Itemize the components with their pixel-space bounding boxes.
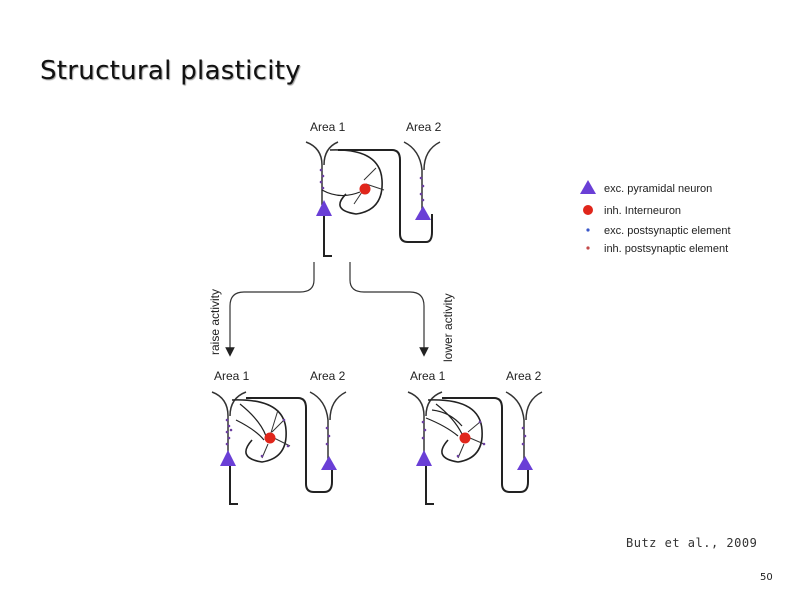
raise-pyramidal-neuron-1 xyxy=(220,450,236,466)
raise-pyramidal-neuron-2 xyxy=(321,456,337,470)
legend-triangle-icon xyxy=(580,180,596,194)
legend-item-label: inh. Interneuron xyxy=(604,205,682,217)
legend-inh-dot-icon xyxy=(586,246,589,249)
legend-item-label: exc. pyramidal neuron xyxy=(604,183,713,195)
lower-activity-label: lower activity xyxy=(441,293,455,362)
area2-label: Area 2 xyxy=(310,369,346,383)
area2-label: Area 2 xyxy=(506,369,542,383)
area1-label: Area 1 xyxy=(214,369,250,383)
area2-label: Area 2 xyxy=(406,120,442,134)
area1-label: Area 1 xyxy=(410,369,446,383)
citation: Butz et al., 2009 xyxy=(626,536,758,550)
panel-baseline xyxy=(306,120,442,256)
panel-raise-activity xyxy=(212,369,346,504)
top-interneuron xyxy=(360,184,371,195)
panel-lower-activity xyxy=(408,369,542,504)
legend-exc-dot-icon xyxy=(586,228,589,231)
page-number: 50 xyxy=(760,572,773,583)
raise-activity-label: raise activity xyxy=(208,288,222,355)
slide-title: Structural plasticity xyxy=(40,56,301,86)
lower-pyramidal-neuron-2 xyxy=(517,456,533,470)
legend-item-label: exc. postsynaptic element xyxy=(604,225,731,237)
legend-circle-icon xyxy=(583,205,593,215)
area1-label: Area 1 xyxy=(310,120,346,134)
lower-interneuron xyxy=(460,433,471,444)
top-pyramidal-neuron-1 xyxy=(316,200,332,216)
top-pyramidal-neuron-2 xyxy=(415,206,431,220)
legend-item-label: inh. postsynaptic element xyxy=(604,243,729,255)
legend xyxy=(580,180,731,255)
raise-interneuron xyxy=(265,433,276,444)
lower-pyramidal-neuron-1 xyxy=(416,450,432,466)
